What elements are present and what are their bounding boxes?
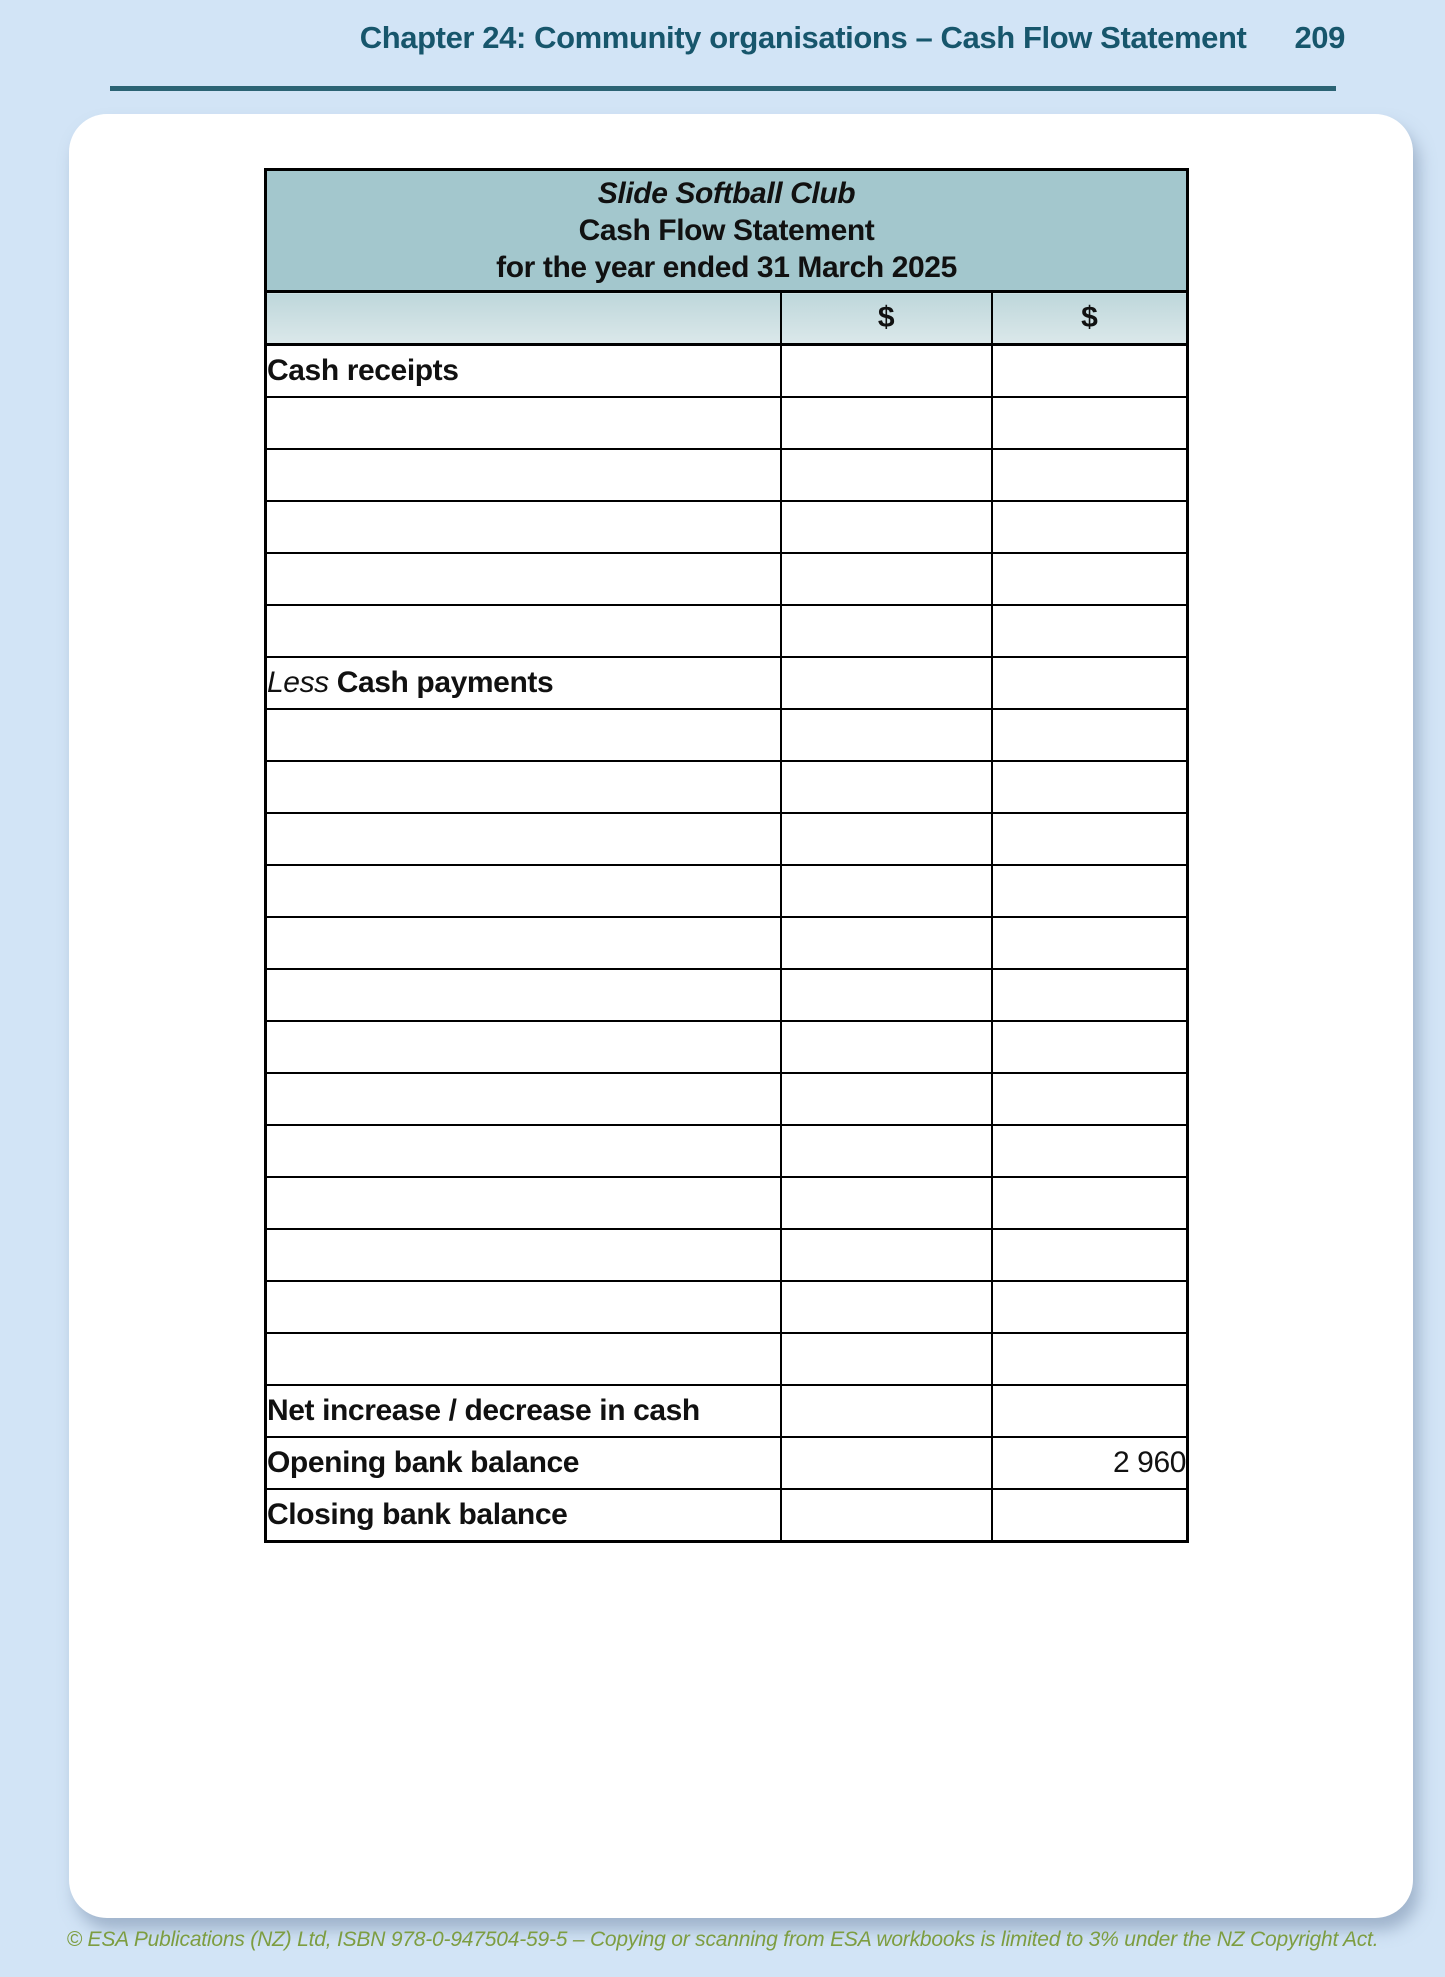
amount-cell-dollar-2 [992,397,1188,449]
chapter-title: Chapter 24: Community organisations – Cash Flow Statement [359,20,1247,55]
amount-cell-dollar-1 [781,709,992,761]
amount-cell-dollar-1 [781,1489,992,1542]
amount-cell-dollar-1 [781,553,992,605]
amount-cell-dollar-2 [992,1281,1188,1333]
table-row [266,813,1188,865]
amount-cell-dollar-1 [781,1385,992,1437]
row-label-cell [266,969,781,1021]
row-label-cell [266,1385,781,1437]
amount-cell-dollar-2 [992,657,1188,709]
table-row [266,1385,1188,1437]
amount-cell-dollar-2 [992,761,1188,813]
amount-cell-dollar-2 [992,1073,1188,1125]
row-label: Net increase / decrease in cash [267,1394,700,1427]
amount-cell-dollar-1 [781,761,992,813]
copyright-text: © ESA Publications (NZ) Ltd, ISBN 978-0-947504-59-5 – Copying or scanning from ESA workbooks is limited to 3% under the NZ Copyright Act. [66,1928,1379,1951]
amount-cell-dollar-1 [781,657,992,709]
table-row [266,501,1188,553]
amount-cell-dollar-2 [992,1021,1188,1073]
row-label-cell [266,1489,781,1542]
row-label-cell [266,605,781,657]
row-label-cell [266,761,781,813]
table-row [266,917,1188,969]
amount-cell-dollar-1 [781,501,992,553]
amount-cell-dollar-1 [781,813,992,865]
amount-cell-dollar-2 [992,501,1188,553]
table-row [266,605,1188,657]
row-label-cell [266,1281,781,1333]
table-row [266,1021,1188,1073]
row-label-cell [266,1177,781,1229]
row-label-cell [266,553,781,605]
amount-cell-dollar-1 [781,605,992,657]
amount-cell-dollar-2 [992,917,1188,969]
statement-title-block [266,170,1188,292]
statement-title-row [266,170,1188,292]
amount-cell-dollar-2 [992,553,1188,605]
header-rule [110,86,1336,91]
cash-flow-statement-table [264,168,1189,1543]
row-label-cell [266,709,781,761]
page-footer [0,1928,1445,1952]
row-label-cell [266,657,781,709]
row-label-cell [266,1125,781,1177]
row-label-cell [266,813,781,865]
row-label-cell [266,865,781,917]
amount-cell-dollar-2 [992,1177,1188,1229]
table-row [266,657,1188,709]
amount-cell-dollar-2 [992,1125,1188,1177]
amount-cell-dollar-1 [781,865,992,917]
row-label-cell [266,449,781,501]
amount-cell-dollar-2 [992,865,1188,917]
amount-cell-dollar-1 [781,449,992,501]
page-header [360,20,1345,56]
amount-cell-dollar-1 [781,917,992,969]
table-row [266,761,1188,813]
amount-cell-dollar-1 [781,1437,992,1489]
table-row [266,1281,1188,1333]
row-label-cell [266,345,781,398]
amount-cell-dollar-2 [992,1333,1188,1385]
table-row [266,345,1188,398]
row-label-cell [266,1073,781,1125]
row-label-cell [266,917,781,969]
statement-entity-name: Slide Softball Club [597,177,856,210]
column-header-description [266,292,781,345]
amount-cell-dollar-2 [992,1229,1188,1281]
table-row [266,1333,1188,1385]
amount-cell-dollar-2 [992,449,1188,501]
amount-cell-dollar-2 [992,345,1188,398]
table-row [266,709,1188,761]
amount-cell-dollar-1 [781,1021,992,1073]
column-header-dollar-1: $ [781,292,992,345]
row-label-cell [266,501,781,553]
row-label: Cash payments [336,666,554,699]
table-row [266,1125,1188,1177]
amount-cell-dollar-2 [992,605,1188,657]
row-label-cell [266,1021,781,1073]
amount-cell-dollar-2 [992,1385,1188,1437]
table-row [266,449,1188,501]
table-row [266,1437,1188,1489]
row-label: Closing bank balance [267,1498,568,1531]
column-header-row [266,292,1188,345]
worksheet-card [69,114,1413,1918]
table-row [266,1489,1188,1542]
table-row [266,1073,1188,1125]
amount-cell-dollar-1 [781,397,992,449]
amount-cell-dollar-1 [781,1125,992,1177]
table-row [266,1177,1188,1229]
statement-period: for the year ended 31 March 2025 [496,251,957,284]
row-label-cell [266,397,781,449]
amount-cell-dollar-2 [992,1489,1188,1542]
row-label-cell [266,1229,781,1281]
table-row [266,865,1188,917]
row-label: Cash receipts [267,354,459,387]
table-row [266,397,1188,449]
amount-cell-dollar-1 [781,1073,992,1125]
amount-cell-dollar-1 [781,1333,992,1385]
table-row [266,553,1188,605]
page-number: 209 [1294,20,1345,55]
amount-cell-dollar-1 [781,1177,992,1229]
table-row [266,969,1188,1021]
amount-cell-dollar-1 [781,1229,992,1281]
amount-cell-dollar-1 [781,1281,992,1333]
amount-cell-dollar-2: 2 960 [992,1437,1188,1489]
column-header-dollar-2: $ [992,292,1188,345]
statement-type: Cash Flow Statement [578,214,875,247]
table-row [266,1229,1188,1281]
amount-cell-dollar-2 [992,813,1188,865]
amount-cell-dollar-1 [781,969,992,1021]
row-label-cell [266,1333,781,1385]
amount-cell-dollar-2 [992,709,1188,761]
amount-cell-dollar-2 [992,969,1188,1021]
row-label: Opening bank balance [267,1446,580,1479]
amount-cell-dollar-1 [781,345,992,398]
row-label-prefix: Less [267,666,337,699]
row-label-cell [266,1437,781,1489]
